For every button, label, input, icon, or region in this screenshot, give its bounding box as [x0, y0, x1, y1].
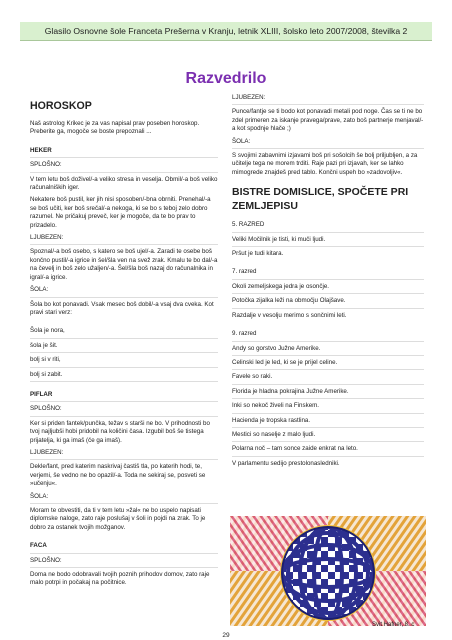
horoscope-intro: Naš astrolog Krikec je za vas napisal prav poseben horoskop. Preberite ga, mogoče se boste prepoznali ... — [30, 120, 200, 136]
right-column — [232, 94, 424, 472]
quote-line: Andy so gorstvo Južne Amerike. — [232, 345, 424, 356]
quote-line: Pršut je tudi kitara. — [232, 250, 284, 258]
heker-splosno-2: Nekatere boš pustil, ker jih nisi sposoben/-bna obrniti. Prenehal/-a se boš učiti, ker boš srečal/-a nekoga, ki se bo s teboj zelo dobro razumel. Ne pričakuj preveč, ker je mogoče, da te bo prav to prizadelo. — [30, 196, 211, 229]
grade-9-label: 9. razred — [232, 330, 424, 341]
piflar-ljubezen: Dekle/fant, pred katerim naskrivaj častiš tla, po katerih hodi, te, verjemi, še vedno ne bo opazil/-a. Toda ne sekiraj se, posveti se »učenju«. — [30, 463, 206, 488]
piflar-sola: Moram te obvestiti, da ti v tem letu »žal« ne bo uspelo napisati diplomske naloge, zato raje poslušaj v šoli in pojdi na zrak. To je dobro za ostanek tvojih možganov. — [30, 507, 206, 531]
quote-line: Mestici so naselje z malo ljudi. — [232, 431, 424, 442]
quote-line: Celinski led je led, ki se je prijel celine. — [232, 359, 424, 370]
page-header: Glasilo Osnovne šole Franceta Prešerna v Kranju, letnik XLIII, šolsko leto 2007/2008, številka 2 — [20, 22, 432, 41]
piflar-ljubezen-label: LJUBEZEN: — [30, 449, 218, 460]
quote-line: Okoli zemeljskega jedra je osončje. — [232, 283, 424, 294]
verse-line: Šola je nora, — [30, 327, 218, 338]
geography-title: BISTRE DOMISLICE, SPOČETE PRI ZEMLJEPISU — [232, 186, 409, 213]
quote-line: V parlamentu sedijo prestolonasledniki. — [232, 459, 340, 467]
heker-splosno-label: SPLOŠNO: — [30, 161, 218, 172]
piflar-splosno: Ker si priden fantek/punčka, težav s starši ne bo. V prihodnosti bo tvoj najljubši hobi pridobil na količini časa. Izgubil boš še tistega prijatelja, ki ga imaš (če ga imaš). — [30, 419, 210, 444]
faca-sola: S svojimi zabavnimi izjavami boš pri sošolcih še bolj priljubljen, a za učitelje tega ne morem trditi. Raje pazi pri izjavah, ker se lahko mimogrede znajdeš pred tablo. Končni uspeh bo »zadovoljiv«. — [232, 152, 418, 176]
faca-ljubezen: Punce/fantje se ti bodo kot ponavadi metali pod noge. Čas se ti ne bo zdel primeren za iskanje pravega/prave, zato boš partnerje menjaval/-a kot spodnje hlače ;) — [232, 108, 424, 133]
faca-ljubezen-label: LJUBEZEN: — [232, 94, 424, 105]
piflar-splosno-label: SPLOŠNO: — [30, 405, 218, 416]
horoscope-title: HOROSKOP — [30, 100, 92, 112]
faca-name: FACA — [30, 542, 218, 553]
op-art-drawing — [230, 516, 426, 626]
heker-name: HEKER — [30, 147, 218, 158]
quote-line: Razdalje v vesolju merimo s sončnimi leti. — [232, 311, 347, 319]
quote-line: Polarna noč – tam sonce zaide enkrat na leto. — [232, 445, 424, 456]
heker-ljubezen: Spoznal/-a boš osebo, s katero se boš ujel/-a. Zaradi te osebe boš končno pustil/-a igrice in šel/šla ven na svež zrak. Kmalu te bo dal/-a na čevelj in boš zelo užaljen/-a. Šel/šla boš nazaj do računalnika in igral/-a igrice. — [30, 248, 218, 281]
quote-line: Inki so nekoč živeli na Finskem. — [232, 402, 424, 413]
faca-sola-label: ŠOLA: — [232, 138, 424, 149]
piflar-name: PIFLAR — [30, 391, 218, 402]
art-caption: Svit Hafner, 8. c — [372, 622, 415, 628]
piflar-sola-label: ŠOLA: — [30, 493, 218, 504]
left-column — [30, 94, 218, 592]
quote-line: Veliki Močilnik je tisti, ki muči ljudi. — [232, 236, 424, 247]
page-number: 29 — [222, 632, 230, 639]
grade-5-label: 5. RAZRED — [232, 221, 424, 232]
heker-sola: Šola bo kot ponavadi. Vsak mesec boš dobil/-a vsaj dva cveka. Kot pravi stari verz: — [30, 300, 214, 316]
heker-sola-label: ŠOLA: — [30, 286, 218, 297]
quote-line: Potočka zijalka leži na območju Olajšave. — [232, 297, 424, 308]
verse-line: bolj si zabit. — [30, 371, 218, 382]
heker-ljubezen-label: LJUBEZEN: — [30, 234, 218, 245]
quote-line: Hacienda je tropska rastlina. — [232, 417, 424, 428]
section-title: Razvedrilo — [185, 70, 267, 87]
grade-7-label: 7. razred — [232, 268, 424, 279]
verse-line: šola je šit. — [30, 342, 218, 353]
faca-splosno-label: SPLOŠNO: — [30, 557, 218, 568]
quote-line: Favele so raki. — [232, 373, 424, 384]
verse-line: bolj si v riti, — [30, 356, 218, 367]
heker-splosno: V tem letu boš doživel/-a veliko stresa in veselja. Obmil/-a boš veliko računalniških iger. — [30, 175, 218, 192]
quote-line: Florida je hladna pokrajina Južne Amerike. — [232, 388, 424, 399]
faca-splosno: Doma ne bodo odobravali tvojih poznih prihodov domov, zato raje malo potrpi in počakaj na počitnice. — [30, 571, 210, 587]
